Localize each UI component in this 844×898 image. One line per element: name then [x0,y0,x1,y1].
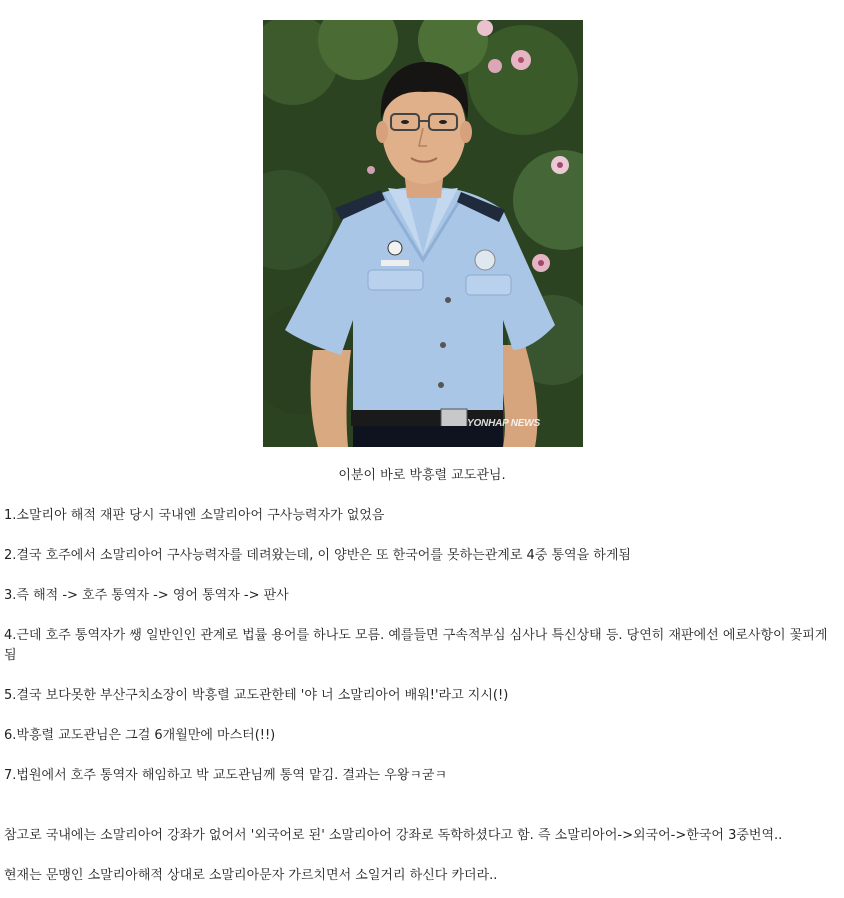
paragraph-6: 6.박흥렬 교도관님은 그걸 6개월만에 마스터(!!) [4,728,276,743]
paragraph-current: 현재는 문맹인 소말리아해적 상대로 소말리아문자 가르치면서 소일거리 하신다 카더라.. [4,868,498,883]
paragraph-4: 4.근데 호주 통역자가 쌩 일반인인 관계로 법률 용어를 하나도 모름. 예를들면 구속적부심 심사나 특신상태 등. 당연히 재판에선 에로사항이 꽃피게 됨 [4,628,828,663]
paragraph-7: 7.법원에서 호주 통역자 해임하고 박 교도관님께 통역 맡김. 결과는 우왕ㅋ굳ㅋ [4,768,448,783]
paragraph-3: 3.즉 해적 -> 호주 통역자 -> 영어 통역자 -> 판사 [4,588,289,603]
paragraph-note: 참고로 국내에는 소말리아어 강좌가 없어서 '외국어로 된' 소말리아어 강좌로 독학하셨다고 함. 즉 소말리아어->외국어->한국어 3중번역.. [4,828,783,843]
photo-watermark: YONHAP NEWS [467,418,540,429]
paragraph-5: 5.결국 보다못한 부산구치소장이 박흥렬 교도관한테 '야 너 소말리아어 배워!'라고 지시(!) [4,688,509,703]
photo-caption: 이분이 바로 박흥렬 교도관님. [338,468,506,483]
officer-illustration [263,20,583,447]
paragraph-2: 2.결국 호주에서 소말리아어 구사능력자를 데려왔는데, 이 양반은 또 한국어를 못하는관계로 4중 통역을 하게됨 [4,548,631,563]
officer-photo [263,20,583,447]
paragraph-1: 1.소말리아 해적 재판 당시 국내엔 소말리아어 구사능력자가 없었음 [4,508,385,523]
